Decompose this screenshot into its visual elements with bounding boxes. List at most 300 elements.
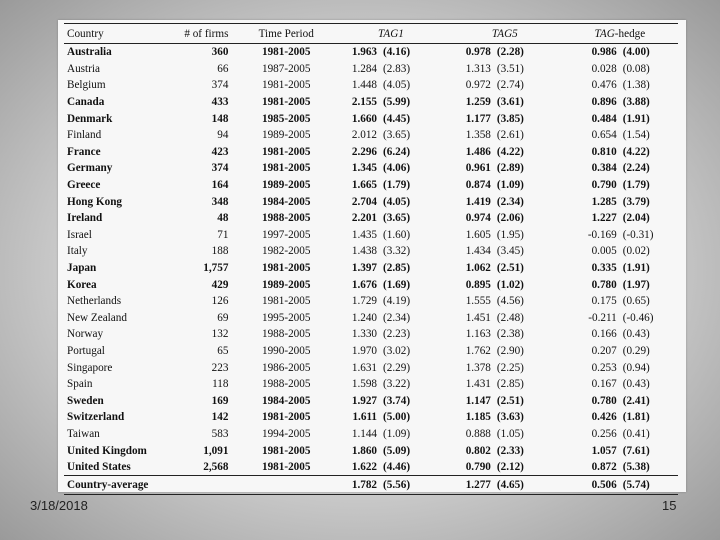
cell-tag5-tstat: (2.33) [496, 444, 524, 457]
cell-firms: 374 [211, 79, 229, 92]
cell-tag1-tstat: (3.32) [383, 245, 411, 258]
cell-tag5-tstat: (2.34) [496, 195, 524, 208]
cell-hedge-value: 0.484 [591, 112, 617, 125]
slide-page-number: 15 [662, 498, 677, 513]
cell-tag5-value: 1.762 [465, 344, 491, 357]
average-tag5 [448, 476, 562, 495]
cell-country: Belgium [67, 79, 106, 92]
cell-hedge-tstat: (1.91) [622, 112, 650, 125]
cell-hedge-value: 0.384 [591, 162, 617, 175]
cell-tag1-value: 1.240 [351, 311, 378, 324]
cell-tag5-tstat: (1.09) [496, 179, 524, 192]
cell-tag5-value: 0.972 [465, 79, 491, 92]
cell-hedge [562, 392, 678, 409]
average-tag5-tstat: (4.65) [496, 479, 524, 492]
cell-tag1 [334, 392, 448, 409]
cell-period: 1995-2005 [261, 311, 311, 324]
cell-country: Korea [67, 278, 97, 291]
table-row [64, 160, 678, 177]
cell-tag5-tstat: (3.63) [496, 411, 524, 424]
cell-hedge-tstat: (0.41) [622, 427, 650, 440]
cell-tag1-tstat: (1.69) [383, 278, 411, 291]
cell-tag1 [334, 144, 448, 161]
cell-tag1-value: 1.284 [351, 62, 378, 75]
cell-hedge [562, 409, 678, 426]
cell-country: United States [67, 461, 131, 474]
cell-period: 1981-2005 [261, 411, 311, 424]
cell-hedge [562, 177, 678, 194]
cell-tag5-tstat: (2.28) [496, 46, 524, 59]
cell-firms: 360 [211, 46, 229, 59]
cell-hedge-value: 0.256 [591, 427, 617, 440]
cell-period: 1988-2005 [261, 212, 311, 225]
cell-hedge-tstat: (3.79) [622, 195, 650, 208]
cell-tag1-tstat: (3.22) [383, 378, 411, 391]
cell-hedge-tstat: (1.79) [622, 179, 650, 192]
table-row [64, 110, 678, 127]
cell-tag5 [448, 193, 562, 210]
cell-period: 1989-2005 [261, 179, 311, 192]
cell-tag1-tstat: (2.29) [383, 361, 411, 374]
cell-firms: 423 [211, 145, 229, 158]
header-period: Time Period [238, 24, 334, 44]
average-label: Country-average [64, 476, 173, 495]
cell-period: 1988-2005 [261, 378, 311, 391]
average-tag5-value: 1.277 [465, 479, 491, 492]
cell-tag1-tstat: (4.19) [383, 295, 411, 308]
cell-tag1 [334, 160, 448, 177]
cell-tag5-value: 1.185 [465, 411, 491, 424]
cell-hedge-tstat: (0.94) [622, 361, 650, 374]
cell-tag5 [448, 177, 562, 194]
cell-hedge-tstat: (-0.31) [622, 228, 654, 241]
cell-hedge-value: 0.335 [591, 262, 617, 275]
cell-hedge-tstat: (0.43) [622, 378, 650, 391]
cell-period: 1981-2005 [261, 96, 311, 109]
cell-tag1-value: 1.631 [351, 361, 378, 374]
cell-period: 1988-2005 [261, 328, 311, 341]
cell-period: 1986-2005 [261, 361, 311, 374]
average-tag1-tstat: (5.56) [383, 479, 411, 492]
cell-tag1 [334, 409, 448, 426]
cell-tag5 [448, 343, 562, 360]
header-hedge-em: TAG [594, 27, 615, 40]
cell-firms: 2,568 [203, 461, 229, 474]
cell-hedge-value: 0.810 [591, 145, 617, 158]
cell-hedge-value: 0.005 [591, 245, 617, 258]
table-row [64, 144, 678, 161]
cell-firms: 126 [211, 295, 229, 308]
cell-country: Switzerland [67, 411, 125, 424]
cell-tag5-tstat: (3.85) [496, 112, 524, 125]
cell-tag5-tstat: (2.51) [496, 394, 524, 407]
cell-hedge-tstat: (5.38) [622, 461, 650, 474]
cell-tag5-tstat: (2.74) [496, 79, 524, 92]
table-row [64, 193, 678, 210]
cell-hedge-value: 1.227 [591, 212, 617, 225]
cell-hedge-value: 0.166 [591, 328, 617, 341]
header-tag-hedge [562, 24, 678, 44]
cell-tag1-value: 1.438 [351, 245, 378, 258]
cell-period: 1989-2005 [261, 129, 311, 142]
cell-country: Portugal [67, 344, 105, 357]
cell-hedge [562, 94, 678, 111]
cell-tag1 [334, 243, 448, 260]
cell-tag1 [334, 293, 448, 310]
cell-tag5 [448, 409, 562, 426]
table-row [64, 343, 678, 360]
cell-tag5-value: 1.434 [465, 245, 491, 258]
cell-tag5-value: 1.486 [465, 145, 491, 158]
cell-hedge-tstat: (0.43) [622, 328, 650, 341]
cell-period: 1994-2005 [261, 427, 311, 440]
cell-tag1 [334, 376, 448, 393]
cell-tag5-value: 1.378 [465, 361, 491, 374]
cell-tag5-tstat: (2.61) [496, 129, 524, 142]
cell-hedge-tstat: (0.08) [622, 62, 650, 75]
cell-firms: 188 [211, 245, 229, 258]
cell-hedge [562, 144, 678, 161]
cell-country: Greece [67, 179, 101, 192]
cell-period: 1984-2005 [261, 195, 311, 208]
cell-firms: 223 [211, 361, 229, 374]
cell-hedge [562, 343, 678, 360]
cell-tag1 [334, 61, 448, 78]
cell-tag1 [334, 459, 448, 476]
cell-hedge [562, 326, 678, 343]
cell-firms: 66 [217, 62, 229, 75]
cell-tag1-value: 1.927 [351, 394, 378, 407]
table-row [64, 459, 678, 476]
cell-hedge-value: 0.426 [591, 411, 617, 424]
cell-tag5-value: 0.961 [465, 162, 491, 175]
cell-tag5-tstat: (1.02) [496, 278, 524, 291]
cell-hedge-value: 0.654 [591, 129, 617, 142]
average-period [238, 476, 334, 495]
cell-hedge-tstat: (0.29) [622, 344, 650, 357]
cell-tag1-tstat: (3.65) [383, 212, 411, 225]
cell-tag5 [448, 442, 562, 459]
table-row [64, 94, 678, 111]
table-row [64, 210, 678, 227]
cell-firms: 1,757 [203, 262, 229, 275]
cell-tag1-tstat: (4.05) [383, 79, 411, 92]
cell-country: Italy [67, 245, 88, 258]
cell-tag1-tstat: (2.83) [383, 62, 411, 75]
cell-hedge-value: 0.896 [591, 96, 617, 109]
cell-tag1-tstat: (4.06) [383, 162, 411, 175]
cell-tag5-tstat: (2.51) [496, 262, 524, 275]
cell-hedge-value: 0.207 [591, 344, 617, 357]
cell-country: Taiwan [67, 427, 100, 440]
cell-tag1-tstat: (1.60) [383, 228, 411, 241]
cell-country: Spain [67, 378, 93, 391]
table-row [64, 376, 678, 393]
cell-hedge [562, 276, 678, 293]
cell-hedge-tstat: (4.00) [622, 46, 650, 59]
table-header [64, 24, 678, 44]
cell-tag5-value: 1.313 [465, 62, 491, 75]
table-row [64, 227, 678, 244]
cell-period: 1981-2005 [261, 162, 311, 175]
header-country: Country [64, 24, 173, 44]
cell-country: Singapore [67, 361, 113, 374]
average-hedge-value: 0.506 [591, 479, 617, 492]
cell-tag5-value: 1.419 [465, 195, 491, 208]
cell-hedge-tstat: (1.54) [622, 129, 650, 142]
average-tag1-value: 1.782 [351, 479, 378, 492]
cell-tag1 [334, 426, 448, 443]
cell-tag5 [448, 376, 562, 393]
cell-tag5-value: 0.895 [465, 278, 491, 291]
table-row [64, 44, 678, 61]
cell-tag1-tstat: (4.16) [383, 46, 411, 59]
cell-tag1-value: 1.397 [351, 262, 378, 275]
cell-tag5 [448, 127, 562, 144]
average-tag1 [334, 476, 448, 495]
cell-tag1 [334, 442, 448, 459]
cell-tag5 [448, 160, 562, 177]
cell-tag1-value: 1.622 [351, 461, 378, 474]
cell-tag5-tstat: (3.45) [496, 245, 524, 258]
cell-tag5-value: 1.177 [465, 112, 491, 125]
cell-firms: 48 [217, 212, 229, 225]
cell-period: 1981-2005 [261, 262, 311, 275]
cell-tag1-tstat: (2.23) [383, 328, 411, 341]
cell-tag1 [334, 177, 448, 194]
cell-hedge [562, 310, 678, 327]
cell-hedge-value: 0.167 [591, 378, 617, 391]
cell-country: Ireland [67, 212, 103, 225]
cell-tag1-value: 1.963 [351, 46, 378, 59]
cell-tag1-value: 1.611 [352, 411, 378, 424]
table-row [64, 61, 678, 78]
cell-tag5-tstat: (2.89) [496, 162, 524, 175]
cell-country: New Zealand [67, 311, 127, 324]
cell-tag1-value: 1.970 [351, 344, 378, 357]
cell-hedge-tstat: (4.22) [622, 145, 650, 158]
cell-tag5 [448, 426, 562, 443]
cell-tag1-value: 1.860 [351, 444, 378, 457]
cell-country: Austria [67, 62, 100, 75]
cell-hedge-value: -0.211 [588, 311, 617, 324]
table-row [64, 426, 678, 443]
cell-tag5 [448, 210, 562, 227]
cell-hedge-value: 0.872 [591, 461, 617, 474]
cell-period: 1997-2005 [261, 228, 311, 241]
cell-firms: 65 [217, 344, 229, 357]
cell-tag1 [334, 94, 448, 111]
cell-tag5-value: 1.555 [465, 295, 491, 308]
cell-hedge-tstat: (0.65) [622, 295, 650, 308]
cell-hedge-tstat: (1.81) [622, 411, 650, 424]
cell-tag1-tstat: (1.79) [383, 179, 411, 192]
cell-tag1-tstat: (1.09) [383, 427, 411, 440]
cell-hedge-tstat: (1.38) [622, 79, 650, 92]
cell-firms: 169 [211, 394, 229, 407]
table-sheet [58, 20, 686, 492]
table-body [64, 44, 678, 476]
cell-hedge-tstat: (2.41) [622, 394, 650, 407]
cell-period: 1982-2005 [261, 245, 311, 258]
cell-country: Australia [67, 46, 112, 59]
cell-tag5 [448, 243, 562, 260]
cell-hedge [562, 77, 678, 94]
cell-tag1 [334, 127, 448, 144]
cell-tag1-value: 1.665 [351, 179, 378, 192]
cell-tag5 [448, 260, 562, 277]
cell-tag5 [448, 326, 562, 343]
cell-tag1-tstat: (5.99) [383, 96, 411, 109]
cell-hedge-value: 0.175 [591, 295, 617, 308]
cell-tag1-value: 1.435 [351, 228, 378, 241]
cell-tag1-tstat: (5.09) [383, 444, 411, 457]
cell-tag1 [334, 359, 448, 376]
cell-tag5 [448, 61, 562, 78]
cell-hedge-value: 0.790 [591, 179, 617, 192]
cell-tag1-value: 2.296 [351, 145, 378, 158]
cell-tag1-value: 2.201 [351, 212, 378, 225]
cell-tag5-value: 1.147 [465, 394, 491, 407]
header-hedge-rest: -hedge [614, 27, 646, 40]
table-row [64, 442, 678, 459]
cell-tag1 [334, 276, 448, 293]
cell-tag1-value: 1.729 [351, 295, 378, 308]
cell-tag1 [334, 210, 448, 227]
cell-period: 1981-2005 [261, 444, 311, 457]
results-table [64, 23, 678, 495]
cell-country: Japan [67, 262, 97, 275]
cell-hedge-value: 0.986 [591, 46, 617, 59]
cell-tag5-value: 1.605 [465, 228, 491, 241]
cell-period: 1981-2005 [261, 145, 311, 158]
cell-tag5 [448, 77, 562, 94]
cell-country: Sweden [67, 394, 104, 407]
cell-tag5 [448, 110, 562, 127]
cell-tag5 [448, 144, 562, 161]
cell-hedge-tstat: (1.97) [622, 278, 650, 291]
cell-tag5 [448, 392, 562, 409]
cell-tag1-value: 2.012 [351, 129, 378, 142]
table-row [64, 359, 678, 376]
table-row [64, 392, 678, 409]
cell-hedge-tstat: (0.02) [622, 245, 650, 258]
cell-tag5-value: 0.978 [465, 46, 491, 59]
cell-tag1 [334, 77, 448, 94]
cell-hedge-value: 0.253 [591, 361, 617, 374]
cell-period: 1981-2005 [261, 295, 311, 308]
cell-tag1-value: 1.448 [351, 79, 378, 92]
cell-hedge [562, 193, 678, 210]
cell-country: France [67, 145, 101, 158]
cell-hedge [562, 426, 678, 443]
cell-firms: 348 [211, 195, 229, 208]
cell-tag1-value: 1.330 [351, 328, 378, 341]
cell-hedge-value: 1.057 [591, 444, 617, 457]
cell-tag5-tstat: (1.95) [496, 228, 524, 241]
table-row [64, 409, 678, 426]
cell-tag1 [334, 260, 448, 277]
cell-hedge-tstat: (1.91) [622, 262, 650, 275]
cell-country: Finland [67, 129, 102, 142]
cell-tag1-value: 1.660 [351, 112, 378, 125]
cell-firms: 1,091 [203, 444, 229, 457]
cell-hedge [562, 459, 678, 476]
table-row [64, 260, 678, 277]
header-tag1: TAG1 [334, 24, 448, 44]
cell-hedge-value: 0.780 [591, 278, 617, 291]
cell-hedge-value: -0.169 [587, 228, 617, 241]
cell-hedge-value: 0.780 [591, 394, 617, 407]
cell-tag1-tstat: (4.45) [383, 112, 411, 125]
cell-tag1 [334, 44, 448, 61]
cell-hedge-tstat: (2.24) [622, 162, 650, 175]
cell-hedge [562, 376, 678, 393]
cell-tag5-value: 0.802 [465, 444, 491, 457]
cell-tag1-tstat: (3.02) [383, 344, 411, 357]
cell-tag1-value: 1.345 [351, 162, 378, 175]
cell-tag5-tstat: (2.06) [496, 212, 524, 225]
cell-tag5 [448, 94, 562, 111]
cell-country: Norway [67, 328, 104, 341]
cell-firms: 132 [211, 328, 229, 341]
cell-tag5 [448, 310, 562, 327]
cell-period: 1989-2005 [261, 278, 311, 291]
cell-hedge [562, 210, 678, 227]
cell-hedge-value: 0.028 [591, 62, 617, 75]
table-row [64, 177, 678, 194]
cell-firms: 429 [211, 278, 229, 291]
cell-tag1 [334, 227, 448, 244]
cell-tag5-tstat: (4.56) [496, 295, 524, 308]
cell-hedge-tstat: (7.61) [622, 444, 650, 457]
cell-hedge-value: 0.476 [591, 79, 617, 92]
cell-tag1-tstat: (2.34) [383, 311, 411, 324]
cell-firms: 69 [217, 311, 229, 324]
table-row [64, 293, 678, 310]
cell-hedge-tstat: (2.04) [622, 212, 650, 225]
cell-tag5-value: 1.062 [465, 262, 491, 275]
table-row [64, 243, 678, 260]
cell-tag5 [448, 359, 562, 376]
cell-tag5 [448, 293, 562, 310]
cell-tag1 [334, 193, 448, 210]
cell-tag1-tstat: (4.46) [383, 461, 411, 474]
cell-tag5-tstat: (3.51) [496, 62, 524, 75]
cell-tag1-tstat: (3.74) [383, 394, 411, 407]
cell-tag5-value: 1.358 [465, 129, 491, 142]
cell-tag1-value: 1.144 [351, 427, 378, 440]
cell-tag1 [334, 310, 448, 327]
cell-tag5-value: 0.874 [465, 179, 491, 192]
cell-tag5-tstat: (4.22) [496, 145, 524, 158]
average-hedge [562, 476, 678, 495]
average-hedge-tstat: (5.74) [622, 479, 650, 492]
header-firms: # of firms [173, 24, 238, 44]
cell-tag5-tstat: (2.12) [496, 461, 524, 474]
cell-tag1-tstat: (2.85) [383, 262, 411, 275]
cell-hedge-tstat: (-0.46) [622, 311, 654, 324]
cell-period: 1984-2005 [261, 394, 311, 407]
cell-tag1 [334, 110, 448, 127]
cell-period: 1990-2005 [261, 344, 311, 357]
cell-tag5-value: 0.888 [465, 427, 491, 440]
table-row [64, 310, 678, 327]
header-tag5: TAG5 [448, 24, 562, 44]
cell-period: 1981-2005 [261, 461, 311, 474]
cell-hedge-value: 1.285 [591, 195, 617, 208]
cell-country: Canada [67, 96, 105, 109]
